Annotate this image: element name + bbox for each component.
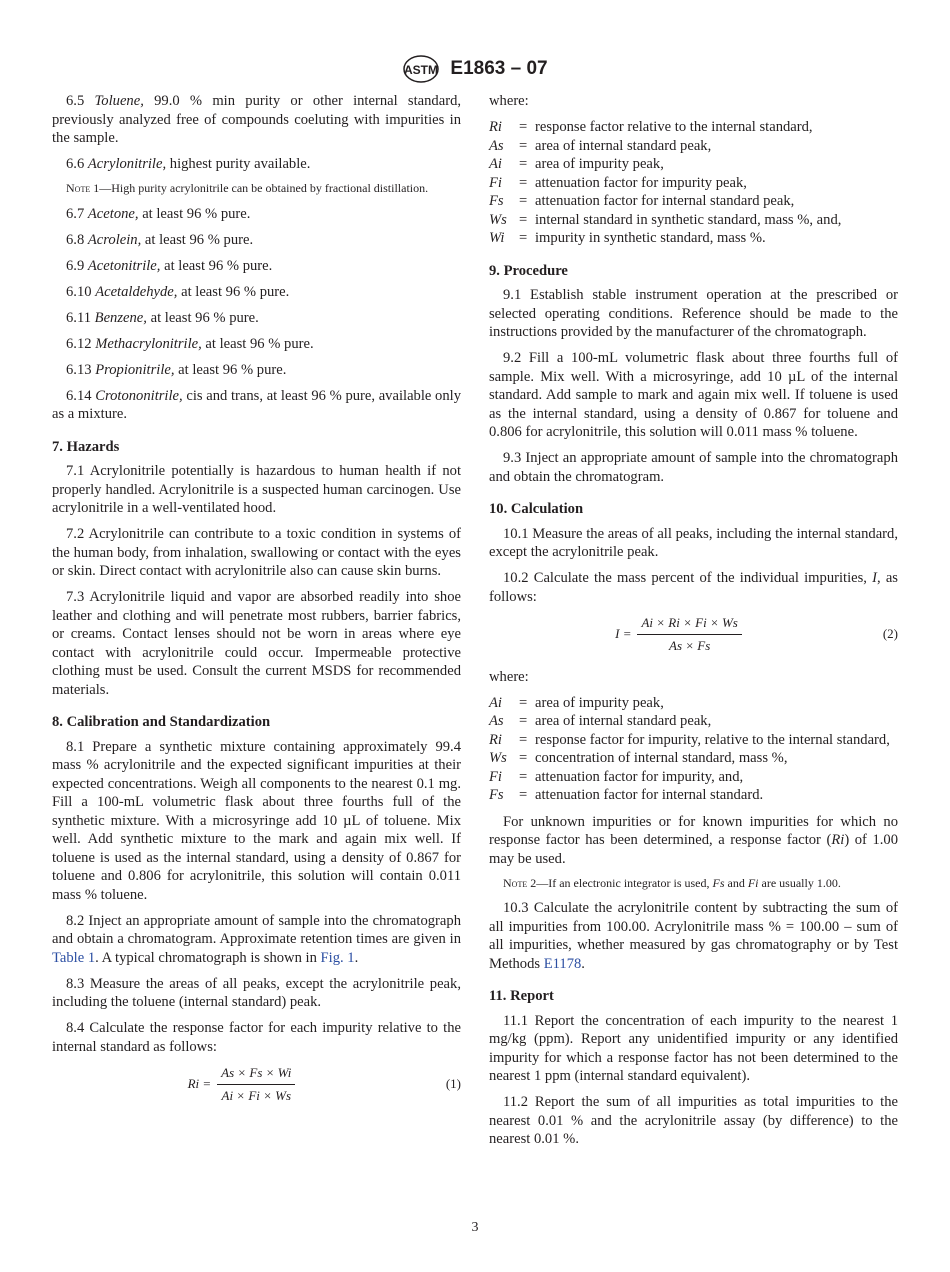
text-segment: 6.6: [66, 156, 88, 172]
paragraph: [52, 231, 461, 250]
italic-term: Propionitrile,: [95, 361, 175, 378]
paragraph: [52, 205, 461, 224]
text-segment: at least 96 % pure.: [201, 335, 314, 352]
equation: [52, 1064, 461, 1106]
variable-symbol: Ri: [489, 731, 502, 748]
note: [489, 876, 898, 892]
variable-definition: area of internal standard peak,: [535, 713, 712, 729]
variable-definition: concentration of internal standard, mass %,: [535, 750, 788, 766]
variable-definition: impurity in synthetic standard, mass %.: [535, 230, 766, 246]
text-segment: 6.11: [66, 309, 95, 326]
variable-symbol: Ws: [489, 750, 507, 766]
paragraph: [52, 975, 461, 1012]
text-segment: highest purity available.: [166, 156, 311, 172]
italic-term: Fi: [747, 875, 759, 890]
text-segment: 8.4 Calculate the response factor for each impurity relative to the internal standard as follows:: [52, 1020, 461, 1055]
text-segment: 11.1 Report the concentration of each impurity to the nearest 1 mg/kg (ppm). Report any unidentified impurity or any identified impurity for which a response factor has not been determined to the nearest 1 ppm (internal standard equivalent).: [489, 1012, 898, 1084]
text-segment: 6.7: [66, 205, 88, 222]
text-segment: —If an electronic integrator is used,: [536, 875, 713, 890]
equation-fraction: [217, 1064, 295, 1106]
equals-sign: =: [519, 694, 528, 711]
italic-term: Benzene,: [94, 309, 147, 326]
document-designation: E1863 – 07: [450, 58, 548, 79]
section-heading: 9. Procedure: [489, 262, 568, 279]
text-segment: 11.2 Report the sum of all impurities as total impurities to the nearest 0.01 % and the acrylonitrile assay (by difference) to the nearest 0.01 %.: [489, 1094, 898, 1147]
paragraph: [52, 588, 461, 699]
equals-sign: =: [519, 174, 528, 191]
paragraph: [52, 92, 461, 148]
variable-definitions: [489, 694, 898, 805]
text-segment: 9.2 Fill a 100-mL volumetric flask about three fourths full of sample. Mix well. With a microsyringe, add 10 µL of the internal standard. Add sample to mark and again mix well. If toluene is used as the internal standard, using a density of 0.867 for toluene and 0.806 for acrylonitrile, this solution will 0.011 mass % toluene.: [489, 350, 898, 440]
italic-term: Ri: [831, 832, 845, 848]
equation-fraction: [637, 614, 741, 656]
equation-body: [52, 1064, 431, 1106]
text-segment: 6.14: [66, 387, 96, 404]
note-label: Note 1: [66, 181, 100, 195]
variable-definitions: [489, 118, 898, 248]
italic-term: Acetone,: [87, 205, 139, 222]
text-segment: at least 96 % pure.: [177, 283, 290, 300]
equals-sign: =: [519, 211, 528, 228]
variable-definition: internal standard in synthetic standard, mass %, and,: [535, 211, 842, 228]
note-label: Note 2: [503, 875, 537, 890]
paragraph: [489, 1012, 898, 1086]
italic-term: Methacrylonitrile,: [95, 335, 202, 352]
equals-sign: =: [519, 193, 528, 209]
italic-term: Acrolein,: [87, 231, 142, 248]
page-number: 3: [471, 1220, 479, 1235]
paragraph: [52, 462, 461, 518]
text-segment: For unknown impurities or for known impurities for which no response factor has been determined, a response factor (: [489, 813, 898, 848]
paragraph: [52, 361, 461, 380]
italic-term: Crotononitrile,: [95, 387, 183, 404]
text-segment: 6.12: [66, 335, 96, 352]
italic-term: I: [872, 570, 878, 586]
paragraph: [52, 309, 461, 328]
equation-denominator: Ai × Fi × Ws: [221, 1088, 292, 1103]
text-segment: cis and trans, at least 96 % pure, available only as a mixture.: [52, 387, 461, 422]
equals-sign: =: [519, 731, 528, 748]
equation: [489, 614, 898, 656]
paragraph: [52, 335, 461, 354]
variable-definition: area of impurity peak,: [535, 156, 664, 172]
reference-link[interactable]: Table 1: [52, 949, 96, 966]
text-segment: —High purity acrylonitrile can be obtained by fractional distillation.: [99, 181, 429, 195]
text-segment: 6.8: [66, 231, 88, 248]
page-header: [0, 54, 950, 84]
equation-body: [489, 614, 868, 656]
equation-number: (1): [445, 1076, 461, 1092]
variable-symbol: Ws: [489, 211, 507, 228]
right-column: [489, 92, 898, 1156]
section-heading: 7. Hazards: [52, 438, 120, 455]
text-segment: at least 96 % pure.: [141, 231, 254, 248]
note: [52, 181, 461, 197]
paragraph: [52, 257, 461, 276]
variable-definition: attenuation factor for internal standard.: [535, 787, 764, 803]
svg-text:ASTM: ASTM: [404, 63, 439, 77]
text-segment: 6.5: [66, 93, 95, 109]
variable-definition: response factor for impurity, relative to the internal standard,: [535, 731, 890, 748]
variable-symbol: Fi: [489, 174, 502, 191]
text-segment: 99.0 % min purity or other internal standard, previously analyzed free of compounds coeluting with impurities in the sample.: [52, 93, 462, 146]
text-segment: 10.1 Measure the areas of all peaks, including the internal standard, except the acrylonitrile peak.: [489, 525, 898, 560]
paragraph: [489, 569, 898, 606]
variable-definition: area of internal standard peak,: [535, 137, 712, 154]
paragraph: [52, 738, 461, 905]
equation-numerator: As × Fs × Wi: [217, 1064, 295, 1086]
text-segment: 10.2 Calculate the mass percent of the individual impurities,: [503, 570, 873, 586]
text-segment: 6.10: [66, 283, 96, 300]
text-segment: 8.1 Prepare a synthetic mixture containing approximately 99.4 mass % acrylonitrile and the expected significant impurities at their expected concentrations. Weigh all components to the nearest 0.1 mg. Fill a 100-mL volumetric flask about three fourths full of the synthetic mixture. With a microsyringe add 10 µL of toluene. Mix well. Add synthetic mixture to the mark and again mix well. If toluene is used as the internal standard, using a density of 0.867 for toluene and 0.806 for acrylonitrile, this solution will contain 0.011 mass % toluene.: [52, 738, 461, 903]
text-segment: are usually 1.00.: [758, 875, 841, 890]
paragraph: [52, 912, 461, 968]
section-heading: 8. Calibration and Standardization: [52, 714, 271, 730]
italic-term: Acrylonitrile,: [87, 156, 167, 172]
paragraph: [52, 283, 461, 302]
text-segment: 10.3 Calculate the acrylonitrile content by subtracting the sum of all impurities from 100.00. Acrylonitrile mass % = 100.00 – sum of all impurities, whether measured by gas chromatography or by Test Methods: [489, 900, 898, 972]
text-segment: .: [354, 949, 359, 966]
equals-sign: =: [519, 119, 528, 135]
text-segment: at least 96 % pure.: [160, 257, 273, 274]
text-segment: , as follows:: [489, 570, 898, 605]
text-segment: 9.1 Establish stable instrument operation at the prescribed or selected operating conditions. Reference should be made to the instructions provided by the manufacturer of the chromatograph.: [489, 287, 898, 340]
text-segment: 9.3 Inject an appropriate amount of sample into the chromatograph and obtain the chromatogram.: [489, 450, 898, 485]
paragraph: [489, 286, 898, 342]
paragraph: [489, 668, 898, 687]
text-segment: at least 96 % pure.: [138, 205, 251, 222]
variable-symbol: Fs: [489, 193, 504, 209]
variable-symbol: Ai: [489, 694, 502, 711]
reference-link[interactable]: E1178: [543, 955, 582, 972]
equals-sign: =: [519, 713, 528, 729]
paragraph: [489, 349, 898, 442]
text-segment: 7.2 Acrylonitrile can contribute to a toxic condition in systems of the human body, from inhalation, swallowing or contact with the eyes or skin. Direct contact with acrylonitrile also can cause skin burns.: [52, 526, 461, 579]
variable-definition: attenuation factor for impurity, and,: [535, 768, 744, 785]
text-segment: 7.1 Acrylonitrile potentially is hazardous to human health if not properly handled. Acrylonitrile is a suspected human carcinogen. Use acrylonitrile in a well-ventilated hood.: [52, 463, 461, 516]
equals-sign: =: [519, 787, 528, 803]
italic-term: Acetonitrile,: [87, 257, 161, 274]
equation-lhs: I =: [615, 626, 632, 642]
equation-numerator: Ai × Ri × Fi × Ws: [637, 614, 741, 636]
paragraph: [489, 1093, 898, 1149]
equals-sign: =: [519, 230, 528, 246]
italic-term: Fs: [712, 875, 725, 890]
equals-sign: =: [519, 750, 528, 766]
paragraph: [489, 813, 898, 869]
variable-definition: attenuation factor for impurity peak,: [535, 174, 747, 191]
paragraph: [489, 449, 898, 486]
text-segment: 6.9: [66, 257, 88, 274]
text-segment: 8.2 Inject an appropriate amount of sample into the chromatograph and obtain a chromatogram. Approximate retention times are given in: [52, 912, 461, 947]
text-segment: ) of 1.00 may be used.: [489, 832, 898, 867]
text-segment: where:: [489, 668, 529, 685]
text-segment: . A typical chromatograph is shown in: [95, 949, 321, 966]
italic-term: Toluene,: [94, 93, 144, 109]
equation-number: (2): [882, 626, 898, 642]
variable-symbol: Fs: [489, 787, 504, 803]
variable-symbol: Ri: [489, 119, 502, 135]
text-segment: 6.13: [66, 361, 96, 378]
text-segment: and: [724, 875, 748, 890]
reference-link[interactable]: Fig. 1: [320, 949, 355, 966]
variable-symbol: Wi: [489, 230, 505, 246]
variable-definition: attenuation factor for internal standard peak,: [535, 193, 795, 209]
equation-denominator: As × Fs: [669, 638, 711, 653]
text-segment: at least 96 % pure.: [174, 361, 287, 378]
equals-sign: =: [519, 137, 528, 154]
variable-symbol: Fi: [489, 768, 502, 785]
variable-symbol: As: [489, 713, 504, 729]
paragraph: [52, 155, 461, 174]
equals-sign: =: [519, 768, 528, 785]
text-segment: .: [581, 955, 585, 972]
section-heading: 11. Report: [489, 988, 554, 1004]
paragraph: [489, 899, 898, 973]
italic-term: Acetaldehyde,: [95, 283, 178, 300]
text-segment: 7.3 Acrylonitrile liquid and vapor are absorbed readily into shoe leather and clothing and will penetrate most rubbers, barrier fabrics, or creams. Contact lenses should not be worn in areas where eye contact with acrylonitrile could occur. Impermeable protective clothing must be used. Consult the current MSDS for recommended materials.: [52, 589, 461, 698]
paragraph: [52, 525, 461, 581]
text-segment: 8.3 Measure the areas of all peaks, except the acrylonitrile peak, including the toluene (internal standard) peak.: [52, 975, 461, 1010]
paragraph: [52, 387, 461, 424]
astm-logo-icon: [402, 54, 440, 84]
text-segment: at least 96 % pure.: [146, 309, 259, 326]
paragraph: [489, 92, 898, 111]
text-segment: where:: [489, 93, 529, 109]
variable-definition: response factor relative to the internal standard,: [535, 119, 813, 135]
variable-symbol: Ai: [489, 156, 502, 172]
left-column: [52, 92, 461, 1118]
equals-sign: =: [519, 156, 528, 172]
paragraph: [52, 1019, 461, 1056]
paragraph: [489, 525, 898, 562]
section-heading: 10. Calculation: [489, 501, 584, 517]
variable-symbol: As: [489, 137, 504, 154]
equation-lhs: Ri =: [187, 1076, 212, 1092]
variable-definition: area of impurity peak,: [535, 694, 664, 711]
